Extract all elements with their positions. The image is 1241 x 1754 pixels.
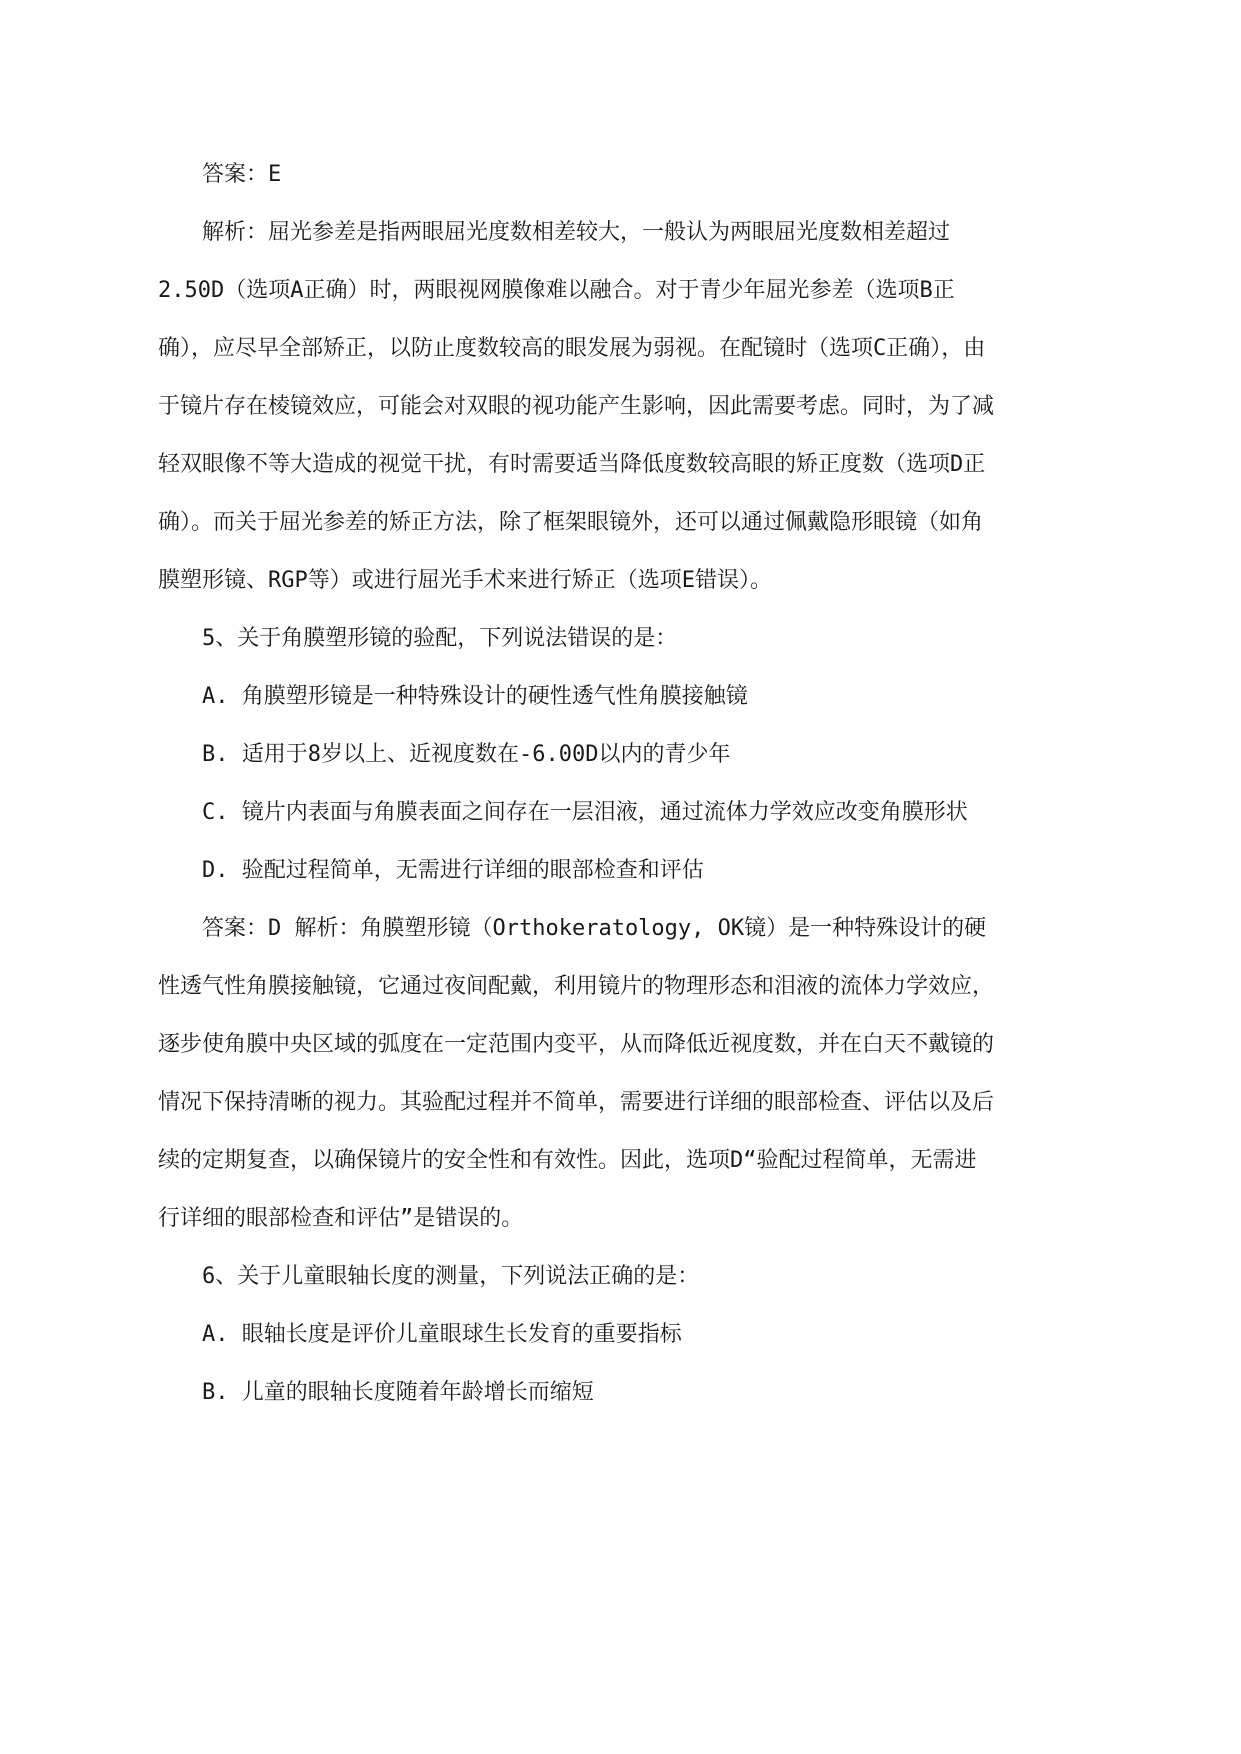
text-line: 答案：D 解析：角膜塑形镜（Orthokeratology, OK镜）是一种特殊设计的硬 xyxy=(202,916,987,941)
question-title: 5、关于角膜塑形镜的验配，下列说法错误的是： xyxy=(202,626,678,651)
text-line: 行详细的眼部检查和评估”是错误的。 xyxy=(158,1206,524,1231)
option-a: A. 眼轴长度是评价儿童眼球生长发育的重要指标 xyxy=(202,1322,682,1347)
text-line: 确），应尽早全部矫正，以防止度数较高的眼发展为弱视。在配镜时（选项C正确），由 xyxy=(158,336,986,361)
text-line: 情况下保持清晰的视力。其验配过程并不简单，需要进行详细的眼部检查、评估以及后 xyxy=(158,1090,995,1115)
answer-line: 答案：E xyxy=(202,162,282,187)
question-title: 6、关于儿童眼轴长度的测量，下列说法正确的是： xyxy=(202,1264,700,1289)
text-line: 解析：屈光参差是指两眼屈光度数相差较大，一般认为两眼屈光度数相差超过 xyxy=(202,220,951,245)
document-content xyxy=(158,146,1098,1422)
text-line: 膜塑形镜、RGP等）或进行屈光手术来进行矫正（选项E错误）。 xyxy=(158,568,772,593)
text-line: 确）。而关于屈光参差的矫正方法，除了框架眼镜外，还可以通过佩戴隐形眼镜（如角 xyxy=(158,510,984,535)
option-d: D. 验配过程简单，无需进行详细的眼部检查和评估 xyxy=(202,858,704,883)
text-line: 性透气性角膜接触镜，它通过夜间配戴，利用镜片的物理形态和泪液的流体力学效应， xyxy=(158,974,995,999)
text-line: 续的定期复查，以确保镜片的安全性和有效性。因此，选项D“验配过程简单，无需进 xyxy=(158,1148,977,1173)
explanation-paragraph xyxy=(158,204,1098,610)
text-line: 逐步使角膜中央区域的弧度在一定范围内变平，从而降低近视度数，并在白天不戴镜的 xyxy=(158,1032,995,1057)
option-a: A. 角膜塑形镜是一种特殊设计的硬性透气性角膜接触镜 xyxy=(202,684,748,709)
option-b: B. 适用于8岁以上、近视度数在-6.00D以内的青少年 xyxy=(202,742,731,767)
text-line: 于镜片存在棱镜效应，可能会对双眼的视功能产生影响，因此需要考虑。同时，为了减 xyxy=(158,394,995,419)
text-line: 轻双眼像不等大造成的视觉干扰，有时需要适当降低度数较高眼的矫正度数（选项D正 xyxy=(158,452,986,477)
text-line: 2.50D（选项A正确）时，两眼视网膜像难以融合。对于青少年屈光参差（选项B正 xyxy=(158,278,955,303)
option-c: C. 镜片内表面与角膜表面之间存在一层泪液，通过流体力学效应改变角膜形状 xyxy=(202,800,968,825)
option-b: B. 儿童的眼轴长度随着年龄增长而缩短 xyxy=(202,1380,594,1405)
explanation-paragraph xyxy=(158,900,1098,1248)
